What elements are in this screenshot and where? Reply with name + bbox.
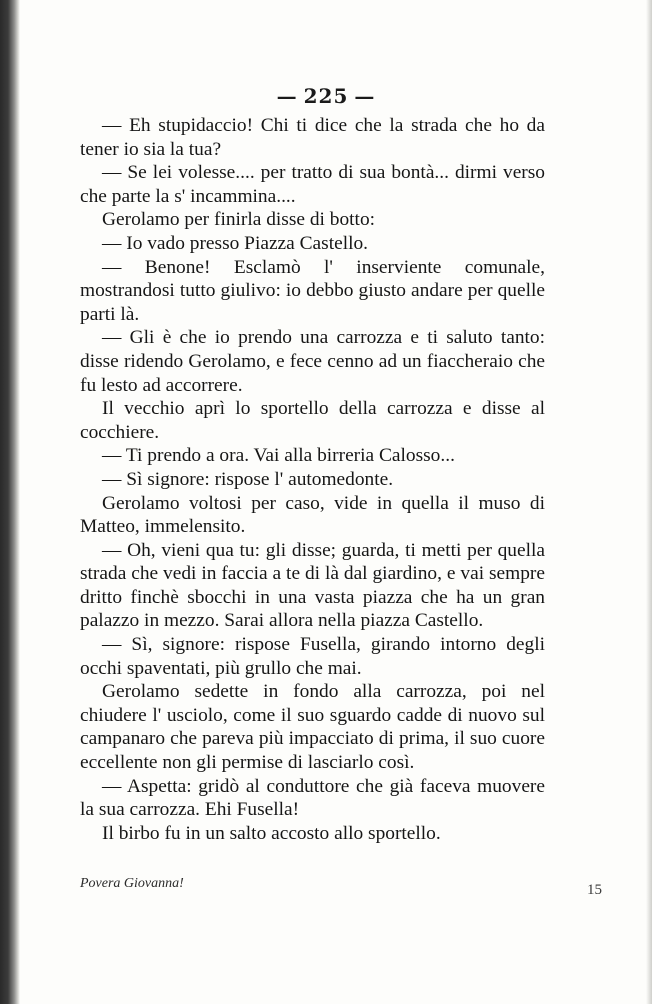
header-dash-left: —	[276, 84, 298, 108]
paragraph: Gerolamo voltosi per caso, vide in quella il muso di Matteo, immelensito.	[80, 492, 545, 538]
header-dash-right: —	[354, 84, 376, 108]
paragraph: — Aspetta: gridò al conduttore che già faceva muovere la sua carrozza. Ehi Fusella!	[80, 775, 545, 821]
paragraph: — Oh, vieni qua tu: gli disse; guarda, ti metti per quella strada che vedi in faccia a te di là dal giardino, e vai sempre dritto finchè sbocchi in una vasta piazza che ha un gran palazzo in mezzo. Sarai allora nella piazza Castello.	[80, 539, 545, 632]
paragraph: Il birbo fu in un salto accosto allo sportello.	[102, 822, 441, 844]
paragraph: Il vecchio aprì lo sportello della carrozza e disse al cocchiere.	[80, 398, 545, 443]
paragraph: — Sì, signore: rispose Fusella, girando intorno degli occhi spaventati, più grullo che mai.	[80, 634, 545, 679]
page-number: 225	[303, 84, 349, 108]
page-binding-shadow	[0, 0, 20, 1004]
paragraph: Gerolamo sedette in fondo alla carrozza, poi nel chiudere l' usciolo, come il suo sguardo cadde di nuovo sul campanaro che pareva più impacciato di prima, il suo cuore eccellente non gli permise di lasciarlo così.	[80, 681, 545, 774]
paragraph: — Gli è che io prendo una carrozza e ti saluto tanto: disse ridendo Gerolamo, e fece cenno ad un fiaccheraio che fu lesto ad accorrere.	[80, 327, 545, 396]
paragraph: Gerolamo per finirla disse di botto:	[102, 209, 376, 231]
page-edge-shadow	[646, 0, 652, 1004]
page-footer	[80, 876, 602, 898]
running-title: Povera Giovanna!	[80, 876, 184, 891]
body-text	[80, 114, 545, 845]
paragraph: — Se lei volesse.... per tratto di sua bontà... dirmi verso che parte la s' incammina....	[80, 162, 545, 207]
paragraph: — Io vado presso Piazza Castello.	[102, 232, 369, 254]
signature-mark: 15	[587, 882, 602, 898]
paragraph: — Ti prendo a ora. Vai alla birreria Calosso...	[102, 445, 455, 467]
paragraph: — Eh stupidaccio! Chi ti dice che la strada che ho da tener io sia la tua?	[80, 115, 545, 160]
page-header	[0, 84, 652, 108]
paragraph: — Benone! Esclamò l' inserviente comunale, mostrandosi tutto giulivo: io debbo giusto andare per quelle parti là.	[80, 256, 545, 325]
paragraph: — Sì signore: rispose l' automedonte.	[102, 468, 394, 490]
